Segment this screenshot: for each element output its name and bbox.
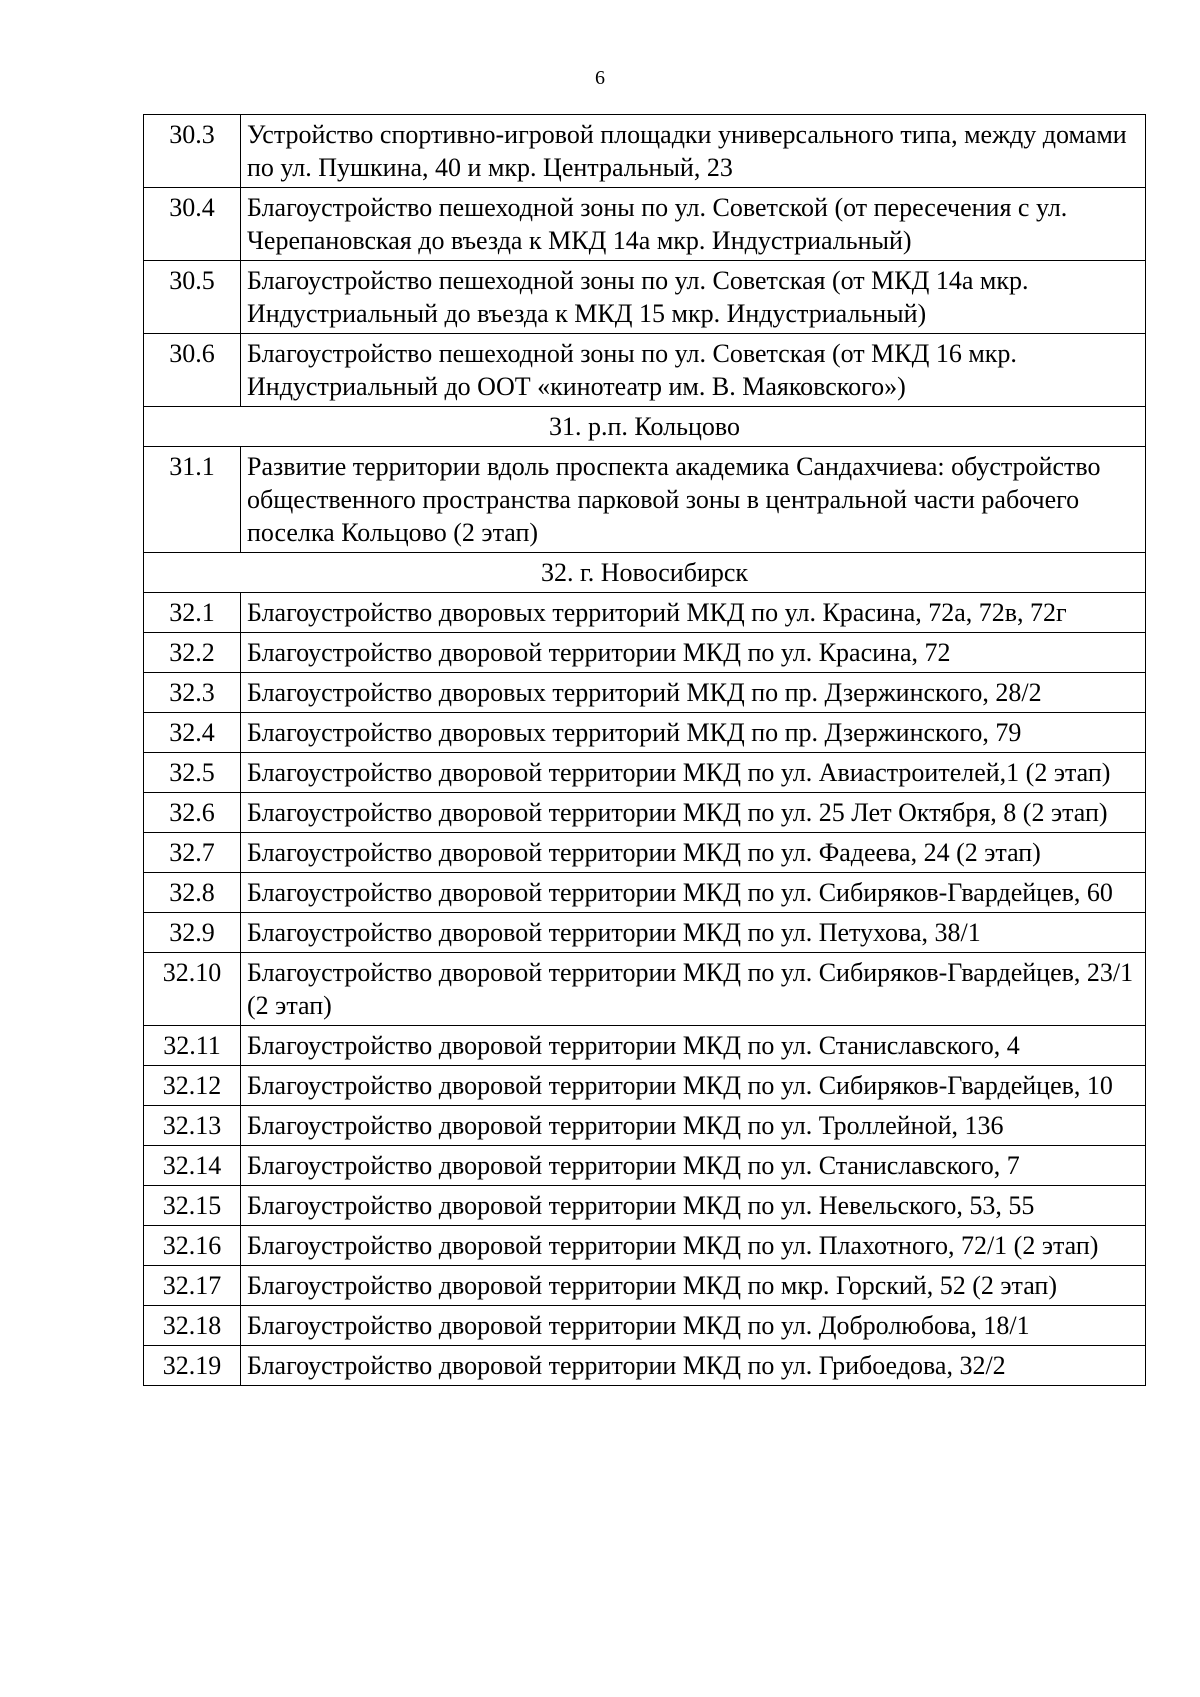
page-number: 6 [595,67,605,89]
item-number: 32.8 [144,873,241,913]
item-description: Благоустройство дворовой территории МКД по мкр. Горский, 52 (2 этап) [241,1266,1146,1306]
table-row [144,1026,1146,1066]
table-row [144,833,1146,873]
item-description: Благоустройство дворовых территорий МКД по ул. Красина, 72а, 72в, 72г [241,593,1146,633]
table-row [144,873,1146,913]
item-description: Благоустройство дворовой территории МКД по ул. Сибиряков-Гвардейцев, 10 [241,1066,1146,1106]
item-description: Благоустройство дворовой территории МКД по ул. Грибоедова, 32/2 [241,1346,1146,1386]
table-row [144,793,1146,833]
item-number: 32.1 [144,593,241,633]
item-number: 32.14 [144,1146,241,1186]
section-title: 32. г. Новосибирск [144,553,1146,593]
table-row [144,261,1146,334]
item-description: Устройство спортивно-игровой площадки универсального типа, между домами по ул. Пушкина, 40 и мкр. Центральный, 23 [241,115,1146,188]
table-row [144,593,1146,633]
table-row [144,1266,1146,1306]
item-number: 32.9 [144,913,241,953]
item-number: 32.2 [144,633,241,673]
item-description: Благоустройство пешеходной зоны по ул. Советской (от пересечения с ул. Черепановская до въезда к МКД 14а мкр. Индустриальный) [241,188,1146,261]
table-row [144,447,1146,553]
item-number: 32.13 [144,1106,241,1146]
item-description: Благоустройство дворовых территорий МКД по пр. Дзержинского, 79 [241,713,1146,753]
item-description: Благоустройство дворовой территории МКД по ул. Добролюбова, 18/1 [241,1306,1146,1346]
item-number: 32.10 [144,953,241,1026]
item-number: 32.18 [144,1306,241,1346]
item-number: 30.4 [144,188,241,261]
table-row [144,713,1146,753]
table-row [144,1306,1146,1346]
item-number: 32.5 [144,753,241,793]
item-description: Благоустройство дворовой территории МКД по ул. Петухова, 38/1 [241,913,1146,953]
item-description: Благоустройство дворовой территории МКД по ул. Невельского, 53, 55 [241,1186,1146,1226]
table-row [144,1106,1146,1146]
item-number: 32.16 [144,1226,241,1266]
projects-table-body [144,115,1146,1386]
item-description: Благоустройство пешеходной зоны по ул. Советская (от МКД 14а мкр. Индустриальный до въезда к МКД 15 мкр. Индустриальный) [241,261,1146,334]
item-description: Благоустройство дворовой территории МКД по ул. Красина, 72 [241,633,1146,673]
table-row [144,115,1146,188]
table-row [144,1066,1146,1106]
projects-table [143,114,1146,1386]
item-description: Благоустройство дворовой территории МКД по ул. Фадеева, 24 (2 этап) [241,833,1146,873]
item-number: 32.17 [144,1266,241,1306]
item-description: Благоустройство дворовой территории МКД по ул. Плахотного, 72/1 (2 этап) [241,1226,1146,1266]
section-header-row [144,553,1146,593]
table-row [144,913,1146,953]
item-description: Благоустройство дворовых территорий МКД по пр. Дзержинского, 28/2 [241,673,1146,713]
item-description: Благоустройство дворовой территории МКД по ул. Троллейной, 136 [241,1106,1146,1146]
table-row [144,334,1146,407]
section-title: 31. р.п. Кольцово [144,407,1146,447]
item-number: 30.5 [144,261,241,334]
item-description: Благоустройство дворовой территории МКД по ул. 25 Лет Октября, 8 (2 этап) [241,793,1146,833]
item-description: Благоустройство дворовой территории МКД по ул. Станиславского, 7 [241,1146,1146,1186]
item-description: Благоустройство дворовой территории МКД по ул. Сибиряков-Гвардейцев, 23/1 (2 этап) [241,953,1146,1026]
item-number: 32.12 [144,1066,241,1106]
item-number: 30.3 [144,115,241,188]
item-description: Благоустройство дворовой территории МКД по ул. Станиславского, 4 [241,1026,1146,1066]
item-number: 32.4 [144,713,241,753]
item-description: Развитие территории вдоль проспекта академика Сандахчиева: обустройство общественного пространства парковой зоны в центральной части рабочего поселка Кольцово (2 этап) [241,447,1146,553]
item-number: 30.6 [144,334,241,407]
item-number: 32.7 [144,833,241,873]
item-number: 32.11 [144,1026,241,1066]
table-row [144,633,1146,673]
item-description: Благоустройство пешеходной зоны по ул. Советская (от МКД 16 мкр. Индустриальный до ООТ «кинотеатр им. В. Маяковского») [241,334,1146,407]
item-description: Благоустройство дворовой территории МКД по ул. Сибиряков-Гвардейцев, 60 [241,873,1146,913]
table-row [144,1186,1146,1226]
item-number: 32.3 [144,673,241,713]
item-number: 32.15 [144,1186,241,1226]
item-description: Благоустройство дворовой территории МКД по ул. Авиастроителей,1 (2 этап) [241,753,1146,793]
table-row [144,953,1146,1026]
table-row [144,753,1146,793]
table-row [144,1146,1146,1186]
section-header-row [144,407,1146,447]
item-number: 32.6 [144,793,241,833]
table-row [144,1226,1146,1266]
item-number: 31.1 [144,447,241,553]
item-number: 32.19 [144,1346,241,1386]
table-row [144,673,1146,713]
table-row [144,1346,1146,1386]
table-row [144,188,1146,261]
